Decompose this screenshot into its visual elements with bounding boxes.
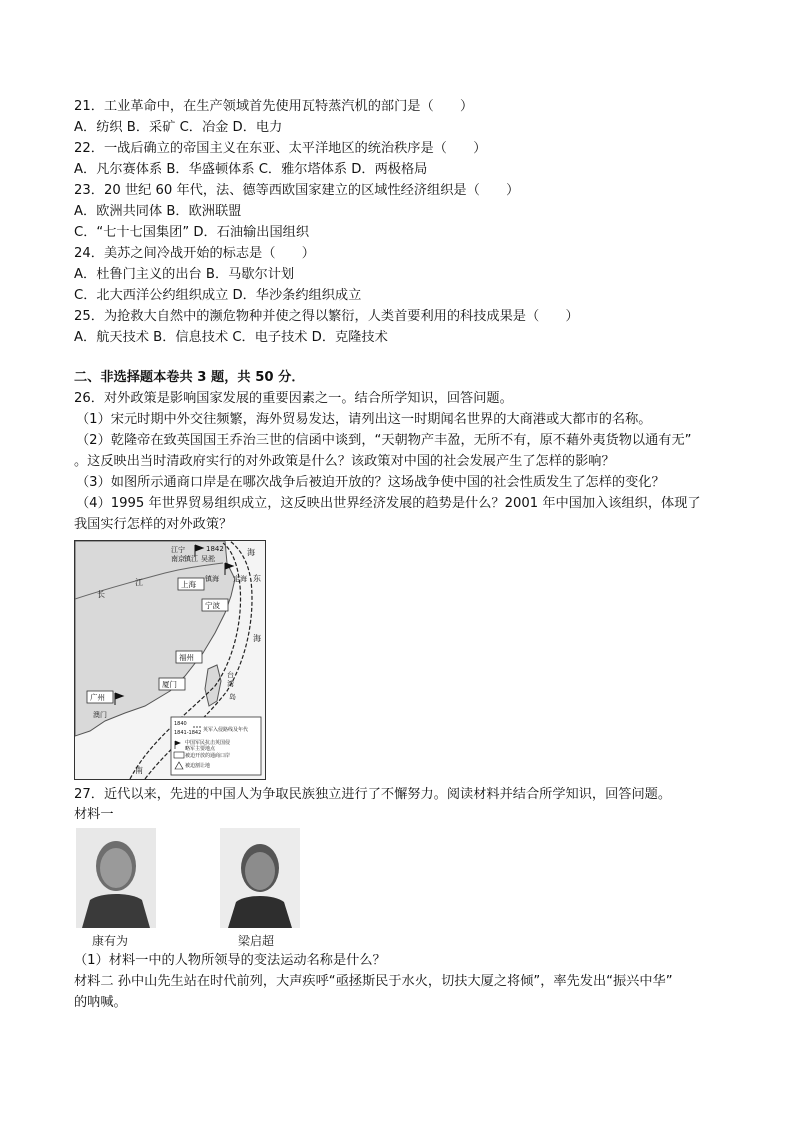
q26-part2b: 。这反映出当时清政府实行的对外政策是什么？该政策对中国的社会发展产生了怎样的影响？ (74, 454, 615, 469)
q26-part2a: （2）乾隆帝在致英国国王乔治三世的信函中谈到，“天朝物产丰盈，无所不有，原不藉外夷货物以通有无” (76, 433, 692, 448)
q23-stem: 23．20 世纪 60 年代，法、德等西欧国家建立的区域性经济组织是（ ） (74, 183, 520, 198)
map-label-xiamen: 厦门 (162, 680, 177, 689)
map-label-taiwan-2: 湾 (227, 680, 234, 688)
q25-options: A．航天技术 B．信息技术 C．电子技术 D．克隆技术 (74, 330, 388, 345)
map-label-jiang: 江 (135, 578, 143, 587)
map-label-dinghai: 定海 (233, 575, 247, 583)
map-label-zhenjiang: 镇江 (184, 555, 198, 563)
caption-kang-youwei: 康有为 (92, 934, 129, 948)
map-label-zhenhai: 镇海 (205, 575, 219, 583)
q22-options: A．凡尔赛体系 B．华盛顿体系 C．雅尔塔体系 D．两极格局 (74, 162, 428, 177)
portrait-kang-youwei (76, 828, 156, 928)
legend-year-1840: 1840 (174, 721, 187, 727)
q26-part4a: （4）1995 年世界贸易组织成立，这反映出世界经济发展的趋势是什么？2001 年中国加入该组织，体现了 (76, 496, 701, 511)
caption-liang-qichao: 梁启超 (238, 934, 275, 948)
map-label-nan: 南 (135, 766, 143, 775)
legend-resist-2: 略军主要地点 (185, 746, 216, 752)
q27-material2a: 材料二 孙中山先生站在时代前列，大声疾呼“亟拯斯民于水火，切扶大厦之将倾”，率先发出“振兴中华” (74, 974, 673, 989)
q26-part1: （1）宋元时期中外交往频繁，海外贸易发达，请列出这一时期闻名世界的大商港或大都市的名称。 (76, 412, 652, 427)
map-label-taiwan-3: 岛 (229, 693, 236, 701)
q21-options: A．纺织 B．采矿 C．冶金 D．电力 (74, 120, 283, 135)
map-label-donghai-dong: 东 (253, 574, 261, 583)
map-label-taiwan-1: 台 (227, 671, 234, 679)
q21-stem: 21．工业革命中，在生产领域首先使用瓦特蒸汽机的部门是（ ） (74, 99, 474, 114)
map-label-nanjing: 南京 (171, 555, 185, 563)
q27-material1-label: 材料一 (74, 807, 114, 822)
section2-heading: 二、非选择题本卷共 3 题，共 50 分． (74, 370, 305, 385)
legend-ceded: 被迫割让地 (185, 763, 211, 769)
mainland-shape (75, 541, 235, 736)
opium-war-map (74, 540, 266, 780)
legend-resist-1: 中国军民抗击英国侵 (185, 740, 231, 746)
map-label-guangzhou: 广州 (90, 693, 105, 702)
map-label-ningbo: 宁波 (205, 601, 220, 610)
map-label-jiangning: 江宁 (171, 546, 185, 554)
q27-material2b: 的呐喊。 (74, 995, 127, 1010)
q27-stem: 27．近代以来，先进的中国人为争取民族独立进行了不懈努力。阅读材料并结合所学知识，回答问题。 (74, 787, 672, 802)
map-label-donghai-hai: 海 (247, 548, 255, 557)
map-label-aomen: 澳门 (93, 711, 107, 719)
q26-stem: 26．对外政策是影响国家发展的重要因素之一。结合所学知识，回答问题。 (74, 391, 513, 406)
map-label-shanghai: 上海 (181, 580, 196, 589)
q27-part1: （1）材料一中的人物所领导的变法运动名称是什么？ (74, 953, 386, 968)
legend-route-text: 英军入侵路线及年代 (203, 727, 249, 733)
q24-options-cd: C．北大西洋公约组织成立 D．华沙条约组织成立 (74, 288, 362, 303)
portrait-liang-qichao (220, 828, 300, 928)
legend-port-box (174, 752, 184, 758)
taiwan-shape (205, 665, 221, 706)
q23-options-ab: A．欧洲共同体 B．欧洲联盟 (74, 204, 242, 219)
map-label-wusong: 吴淞 (201, 555, 215, 563)
legend-year-1841: 1841-1842 (174, 730, 202, 736)
map-label-fuzhou: 福州 (179, 653, 194, 662)
map-label-1842: 1842 (206, 545, 224, 553)
q24-stem: 24．美苏之间冷战开始的标志是（ ） (74, 246, 315, 261)
q25-stem: 25．为抢救大自然中的濒危物种并使之得以繁衍，人类首要利用的科技成果是（ ） (74, 309, 579, 324)
map-label-chang: 长 (97, 590, 105, 599)
q26-part4b: 我国实行怎样的对外政策？ (74, 517, 233, 532)
map-label-sea-mid: 海 (253, 634, 261, 643)
q24-options-ab: A．杜鲁门主义的出台 B．马歇尔计划 (74, 267, 295, 282)
legend-port-text: 被迫开放的通商口岸 (185, 753, 231, 759)
q26-part3: （3）如图所示通商口岸是在哪次战争后被迫开放的？这场战争使中国的社会性质发生了怎样的变化？ (76, 475, 665, 490)
q23-options-cd: C．“七十七国集团” D．石油输出国组织 (74, 225, 310, 240)
q22-stem: 22．一战后确立的帝国主义在东亚、太平洋地区的统治秩序是（ ） (74, 141, 487, 156)
